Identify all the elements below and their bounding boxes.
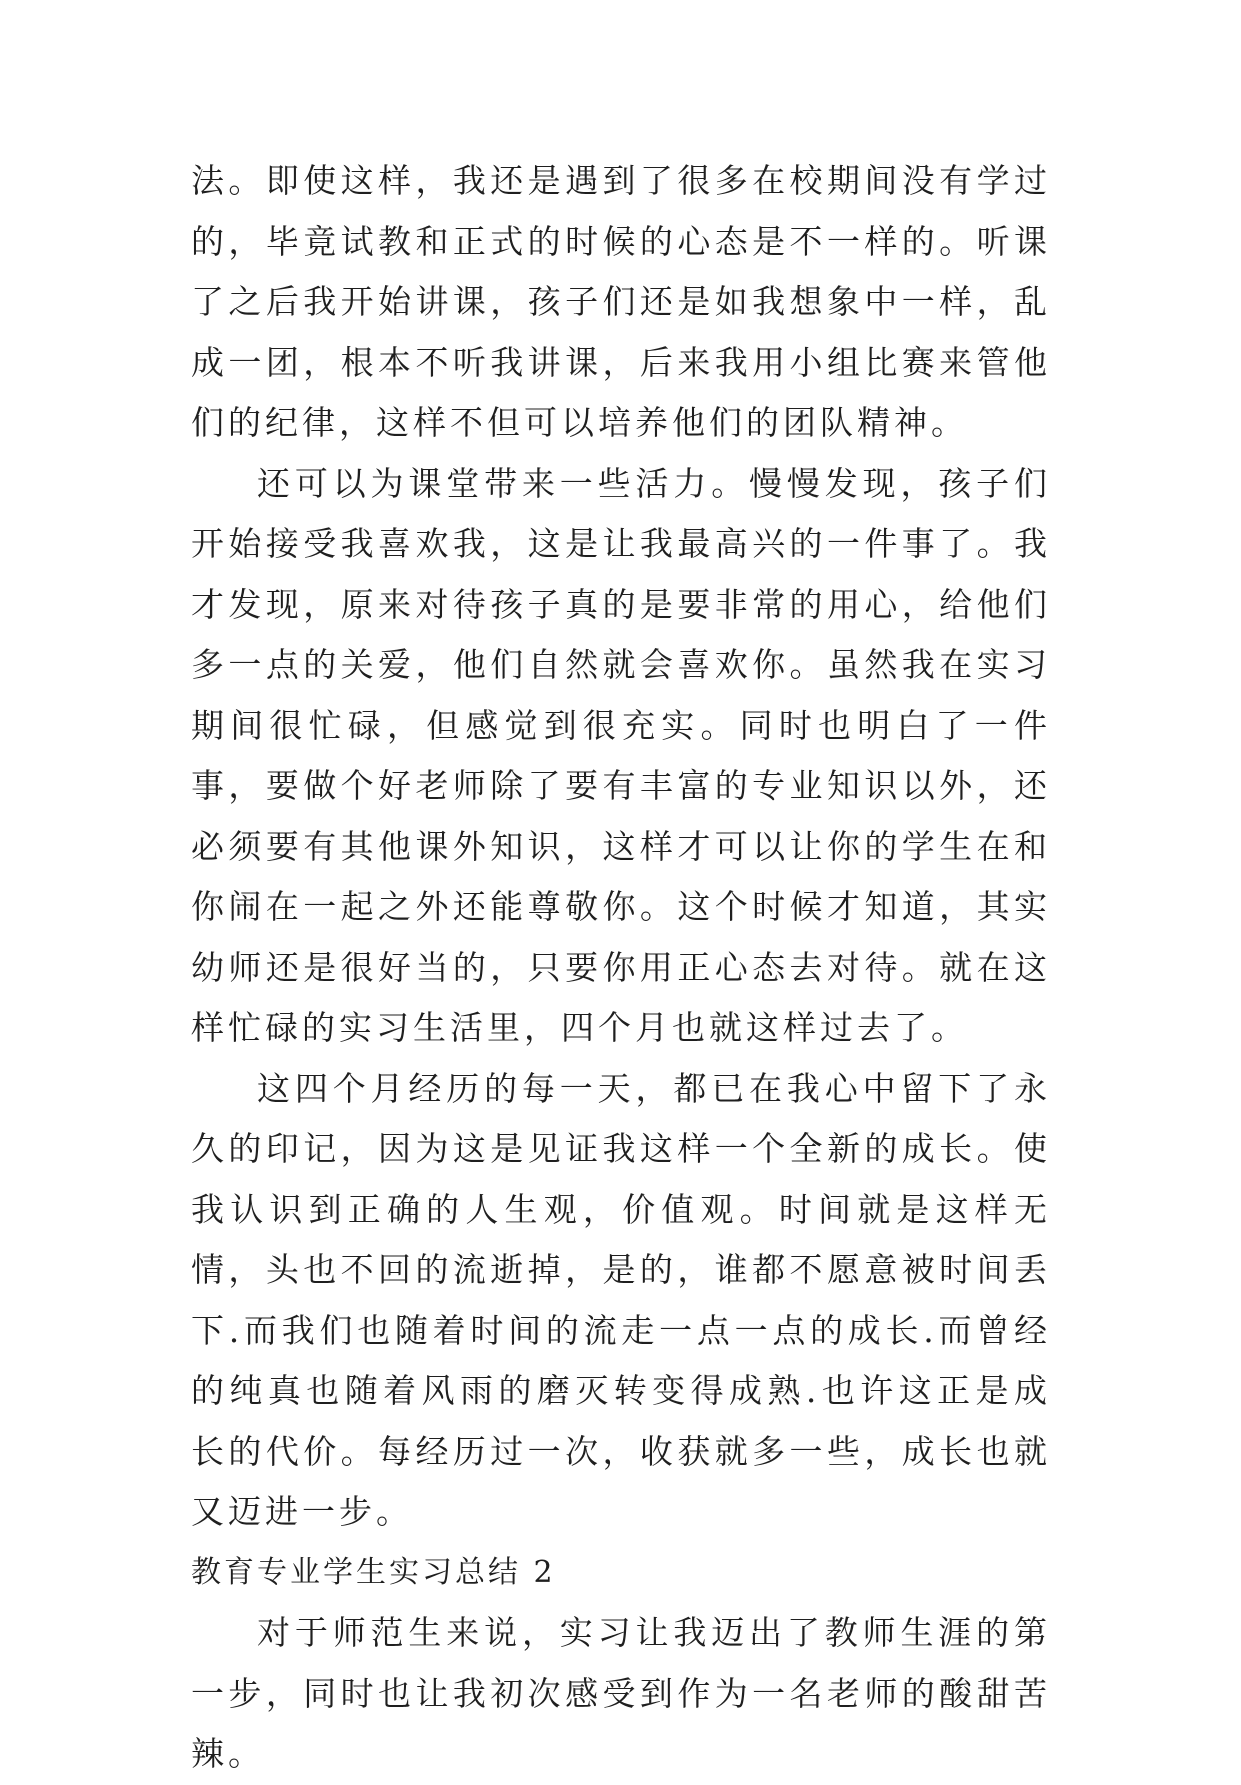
paragraph-classroom-vitality: 还可以为课堂带来一些活力。慢慢发现，孩子们开始接受我喜欢我，这是让我最高兴的一件事了。我才发现，原来对待孩子真的是要非常的用心，给他们多一点的关爱，他们自然就会喜欢你。虽然我在实习期间很忙碌，但感觉到很充实。同时也明白了一件事，要做个好老师除了要有丰富的专业知识以外，还必须要有其他课外知识，这样才可以让你的学生在和你闹在一起之外还能尊敬你。这个时候才知道，其实幼师还是很好当的，只要你用正心态去对待。就在这样忙碌的实习生活里，四个月也就这样过去了。 xyxy=(191,463,1051,1047)
section-heading: 教育专业学生实习总结 2 xyxy=(191,1554,556,1590)
paragraph-continuation: 法。即使这样，我还是遇到了很多在校期间没有学过的，毕竟试教和正式的时候的心态是不一样的。听课了之后我开始讲课，孩子们还是如我想象中一样，乱成一团，根本不听我讲课，后来我用小组比赛来管他们的纪律，这样不但可以培养他们的团队精神。 xyxy=(191,161,1051,442)
document-body xyxy=(191,151,1051,1785)
paragraph-four-months-growth: 这四个月经历的每一天，都已在我心中留下了永久的印记，因为这是见证我这样一个全新的成长。使我认识到正确的人生观，价值观。时间就是这样无情，头也不回的流逝掉，是的，谁都不愿意被时间丢下.而我们也随着时间的流走一点一点的成长.而曾经的纯真也随着风雨的磨灭转变得成熟.也许这正是成长的代价。每经历过一次，收获就多一些，成长也就又迈进一步。 xyxy=(191,1068,1051,1531)
paragraph-teacher-first-step: 对于师范生来说，实习让我迈出了教师生涯的第一步，同时也让我初次感受到作为一名老师的酸甜苦辣。 xyxy=(191,1613,1051,1773)
